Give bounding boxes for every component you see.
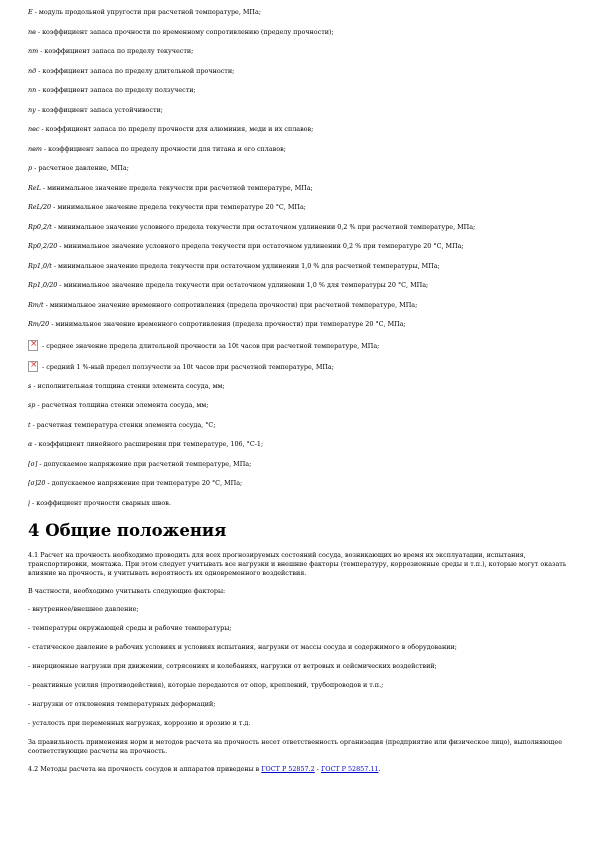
para-4-2-dash: - — [314, 764, 321, 773]
image-definitions-list — [28, 340, 568, 373]
paragraph-factors-intro: В частности, необходимо учитывать следующие факторы: — [28, 586, 226, 595]
factor-item: - реактивные усилия (противодействия), которые передаются от опор, креплений, трубопроводов и т.п.; — [28, 680, 384, 689]
definition-text: - коэффициент запаса прочности по временному сопротивлению (пределу прочности); — [35, 27, 334, 36]
definition-item — [28, 242, 568, 250]
paragraph-4-2 — [28, 765, 568, 774]
definition-item — [28, 460, 568, 468]
definition-symbol: j — [28, 498, 30, 507]
definition-text: - минимальное значение предела текучести при остаточном удлинении 1,0 % для расчетной температуры, МПа; — [51, 261, 440, 270]
definition-item — [28, 86, 568, 94]
definition-symbol: nв — [28, 27, 36, 36]
definition-text: - допускаемое напряжение при расчетной температуре, МПа; — [37, 459, 252, 468]
gost-52857-2-link[interactable]: ГОСТ Р 52857.2 — [261, 764, 315, 773]
definition-item — [28, 382, 568, 390]
definition-text: - коэффициент запаса устойчивости; — [35, 105, 163, 114]
definition-symbol: nвс — [28, 125, 40, 133]
definition-item — [28, 145, 568, 153]
definition-text: - минимальное значение условного предела текучести при остаточном удлинении 0,2 % при температуре 20 °С, МПа; — [57, 242, 464, 250]
definition-item — [28, 203, 568, 211]
definition-symbol: Rm/t — [28, 300, 44, 309]
definition-symbol: α — [28, 440, 33, 448]
definition-symbol: Rp0,2/t — [28, 222, 52, 231]
definition-symbol: Rp1,0/20 — [28, 281, 58, 289]
definition-item — [28, 184, 568, 192]
factor-item: - нагрузки от отклонения температурных деформаций; — [28, 699, 216, 708]
definition-text: - коэффициент запаса по пределу ползучести; — [36, 86, 196, 94]
definition-text: - коэффициент запаса по пределу прочности для титана и его сплавов; — [41, 144, 286, 153]
definition-symbol: nд — [28, 66, 37, 75]
para-4-2-end: . — [378, 764, 381, 773]
definition-symbol: [σ] — [28, 459, 38, 468]
definition-text: - расчетное давление, МПа; — [32, 164, 129, 172]
definition-item — [28, 421, 568, 429]
definition-symbol: nп — [28, 86, 37, 94]
factor-item: - усталость при переменных нагрузках, коррозию и эрозию и т.д. — [28, 718, 251, 727]
factor-item: - статическое давление в рабочих условиях и условиях испытания, нагрузки от массы сосуда и содержимого в оборудовании; — [28, 642, 457, 651]
definition-text: - коэффициент запаса по пределу прочности для алюминия, меди и их сплавов; — [39, 125, 314, 133]
definition-symbol: Rm/20 — [28, 320, 50, 328]
definition-text: - минимальное значение условного предела текучести при остаточном удлинении 0,2 % при расчетной температуре, МПа; — [51, 222, 476, 231]
paragraph-4-1: 4.1 Расчет на прочность необходимо проводить для всех прогнозируемых состояний сосуда, возникающих во время их эксплуатации, испытания, транспортировки, монтажа. При этом следует учитывать все нагрузки и внешние факторы (температуру, коррозионные среды и т.п.), которые могут оказать влияние на прочность, и учитывать вероятность их одновременного воздействия. — [28, 550, 567, 577]
definition-text: - модуль продольной упругости при расчетной температуре, МПа; — [32, 8, 261, 16]
definition-item — [28, 106, 568, 114]
image-definition-item — [28, 340, 568, 352]
gost-52857-11-link[interactable]: ГОСТ Р 52857.11 — [320, 764, 379, 773]
image-definition-item — [28, 361, 568, 373]
definition-item — [28, 28, 568, 36]
definition-text: - исполнительная толщина стенки элемента сосуда, мм; — [31, 381, 225, 390]
definition-item — [28, 479, 568, 487]
definition-item — [28, 301, 568, 309]
definition-item — [28, 320, 568, 328]
factors-list — [28, 605, 568, 727]
factor-item: - инерционные нагрузки при движении, сотрясениях и колебаниях, нагрузки от ветровых и сейсмических воздействий; — [28, 661, 437, 670]
definition-symbol: nт — [28, 47, 39, 55]
definition-symbol: s — [28, 381, 32, 390]
definition-text: - допускаемое напряжение при температуре 20 °С, МПа; — [45, 479, 243, 487]
definition-item — [28, 8, 568, 16]
definition-item — [28, 499, 568, 507]
definition-symbol: nвт — [28, 144, 42, 153]
definition-text: - коэффициент прочности сварных швов. — [29, 498, 171, 507]
definition-item — [28, 125, 568, 133]
definition-symbol: sp — [28, 401, 36, 409]
definition-item — [28, 67, 568, 75]
definition-symbol: [σ]20 — [28, 479, 46, 487]
definition-text: - минимальное значение предела текучести при остаточном удлинении 1,0 % для температуры 20 °С, МПа; — [57, 281, 429, 289]
definition-symbol: t — [28, 420, 31, 429]
broken-image-icon — [28, 361, 38, 372]
definition-item — [28, 401, 568, 409]
definition-symbol: p — [28, 164, 33, 172]
document-page — [28, 8, 568, 783]
definitions-list — [28, 8, 568, 328]
definition-text: - коэффициент линейного расширения при температуре, 106, °С-1; — [32, 440, 264, 448]
definition-text: - минимальное значение временного сопротивления (предела прочности) при расчетной температуре, МПа; — [43, 300, 418, 309]
factor-item: - внутреннее/внешнее давление; — [28, 604, 139, 613]
definition-item — [28, 440, 568, 448]
definition-text: - расчетная толщина стенки элемента сосуда, мм; — [35, 401, 209, 409]
definition-text: - расчетная температура стенки элемента сосуда, °С; — [30, 420, 216, 429]
definition-symbol: Rp0,2/20 — [28, 242, 58, 250]
definitions-list-2 — [28, 382, 568, 507]
definition-text: - среднее значение предела длительной прочности за 10t часов при расчетной температуре, МПа; — [40, 341, 380, 350]
definition-symbol: E — [28, 8, 33, 16]
broken-image-icon — [28, 340, 38, 351]
definition-item — [28, 223, 568, 231]
section-heading: 4 Общие положения — [28, 520, 227, 540]
definition-text: - коэффициент запаса по пределу длительной прочности; — [36, 66, 235, 75]
definition-text: - средний 1 %-ный предел ползучести за 10t часов при расчетной температуре, МПа; — [40, 362, 334, 371]
definition-text: - минимальное значение предела текучести при расчетной температуре, МПа; — [40, 183, 313, 192]
definition-text: - минимальное значение предела текучести при температуре 20 °С, МПа; — [51, 203, 306, 211]
definition-item — [28, 47, 568, 55]
definition-symbol: nу — [28, 105, 36, 114]
definition-text: - коэффициент запаса по пределу текучести; — [38, 47, 194, 55]
definition-text: - минимальное значение временного сопротивления (предела прочности) при температуре 20 °С, МПа; — [49, 320, 406, 328]
definition-symbol: ReL/20 — [28, 203, 52, 211]
para-4-2-prefix: 4.2 Методы расчета на прочность сосудов и аппаратов приведены в — [28, 764, 262, 773]
definition-item — [28, 262, 568, 270]
definition-symbol: ReL — [28, 183, 41, 192]
definition-item — [28, 281, 568, 289]
definition-symbol: Rp1,0/t — [28, 261, 52, 270]
paragraph-responsibility: За правильность применения норм и методов расчета на прочность несет ответственность организация (предприятие или физическое лицо), выполняющее соответствующие расчеты на прочность. — [28, 737, 563, 755]
factor-item: - температуры окружающей среды и рабочие температуры; — [28, 623, 232, 632]
definition-item — [28, 164, 568, 172]
